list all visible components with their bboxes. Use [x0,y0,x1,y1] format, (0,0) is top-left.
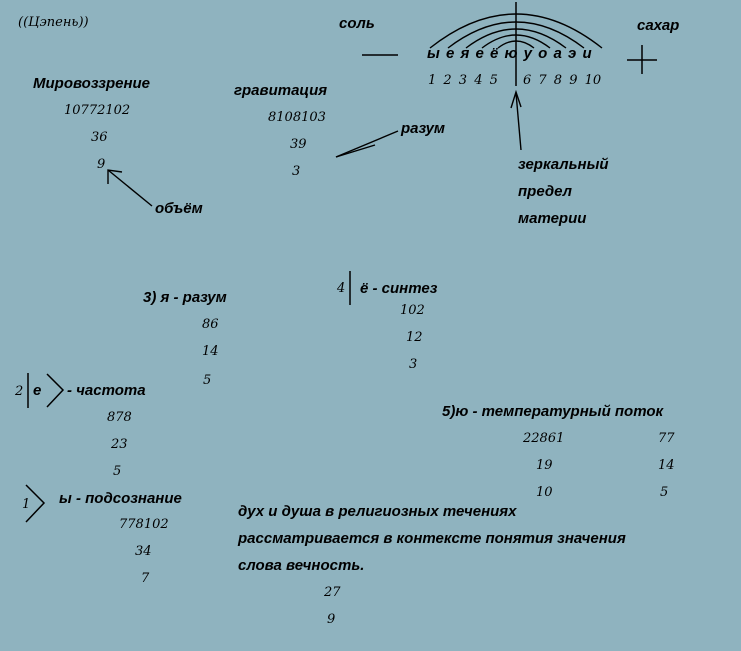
item5-number-b3: 5 [660,485,669,500]
scale-numbers-left: 1 2 3 4 5 [428,73,498,88]
worldview-number-3: 9 [97,157,106,172]
item1-number-2: 34 [135,544,152,559]
note-line-3: слова вечность. [238,557,365,574]
item5-number-a1: 22861 [523,431,565,446]
item5-number-a3: 10 [536,485,553,500]
volume-arrow [108,170,152,206]
item2-number-3: 5 [113,464,122,479]
scale-numbers-right: 6 7 8 9 10 [523,73,602,88]
item2-number-1: 878 [107,410,132,425]
reason-arrow [336,131,398,157]
sugar-label: сахар [637,17,680,34]
page-title: ((Цэпень)) [18,15,89,30]
item2-number-2: 23 [111,437,128,452]
item2-chevron [47,374,63,407]
worldview-label: Мировоззрение [33,75,151,92]
item3-label: 3) я - разум [143,289,227,306]
item2-letter: е [33,382,42,399]
worldview-number-1: 10772102 [64,103,131,118]
reason-label: разум [401,120,446,137]
note-line-2: рассматривается в контексте понятия значения [238,530,626,547]
item3-number-1: 86 [202,317,219,332]
gravity-number-3: 3 [292,164,301,179]
item5-label: 5)ю - температурный поток [442,403,664,420]
item1-number-3: 7 [141,571,150,586]
item1-number: 1 [22,497,31,512]
mirror-arrow [511,92,521,150]
vowel-row: ы е я е ё ю у о а э и [427,45,593,62]
item5-number-a2: 19 [536,458,553,473]
item3-number-3: 5 [203,373,212,388]
worldview-number-2: 36 [91,130,108,145]
item2-label: - частота [67,382,146,399]
mirror-label-line1: зеркальный [518,156,609,173]
gravity-label: гравитация [234,82,328,99]
salt-label: соль [339,15,375,32]
item2-number: 2 [15,384,24,399]
note-number-1: 27 [324,585,341,600]
item4-number-3: 3 [409,357,418,372]
item1-number-1: 778102 [119,517,169,532]
note-line-1: дух и душа в религиозных течениях [238,503,517,520]
note-number-2: 9 [327,612,336,627]
item5-number-b1: 77 [658,431,675,446]
item1-label: ы - подсознание [59,490,182,507]
gravity-number-1: 8108103 [268,110,326,125]
item4-label: ё - синтез [360,280,438,297]
item4-number-2: 12 [406,330,423,345]
item4-number: 4 [337,281,346,296]
volume-label: объём [155,200,203,217]
item4-number-1: 102 [400,303,425,318]
mirror-label-line3: материи [518,210,587,227]
item3-number-2: 14 [202,344,219,359]
mirror-label-line2: предел [518,183,572,200]
gravity-number-2: 39 [290,137,307,152]
item5-number-b2: 14 [658,458,675,473]
